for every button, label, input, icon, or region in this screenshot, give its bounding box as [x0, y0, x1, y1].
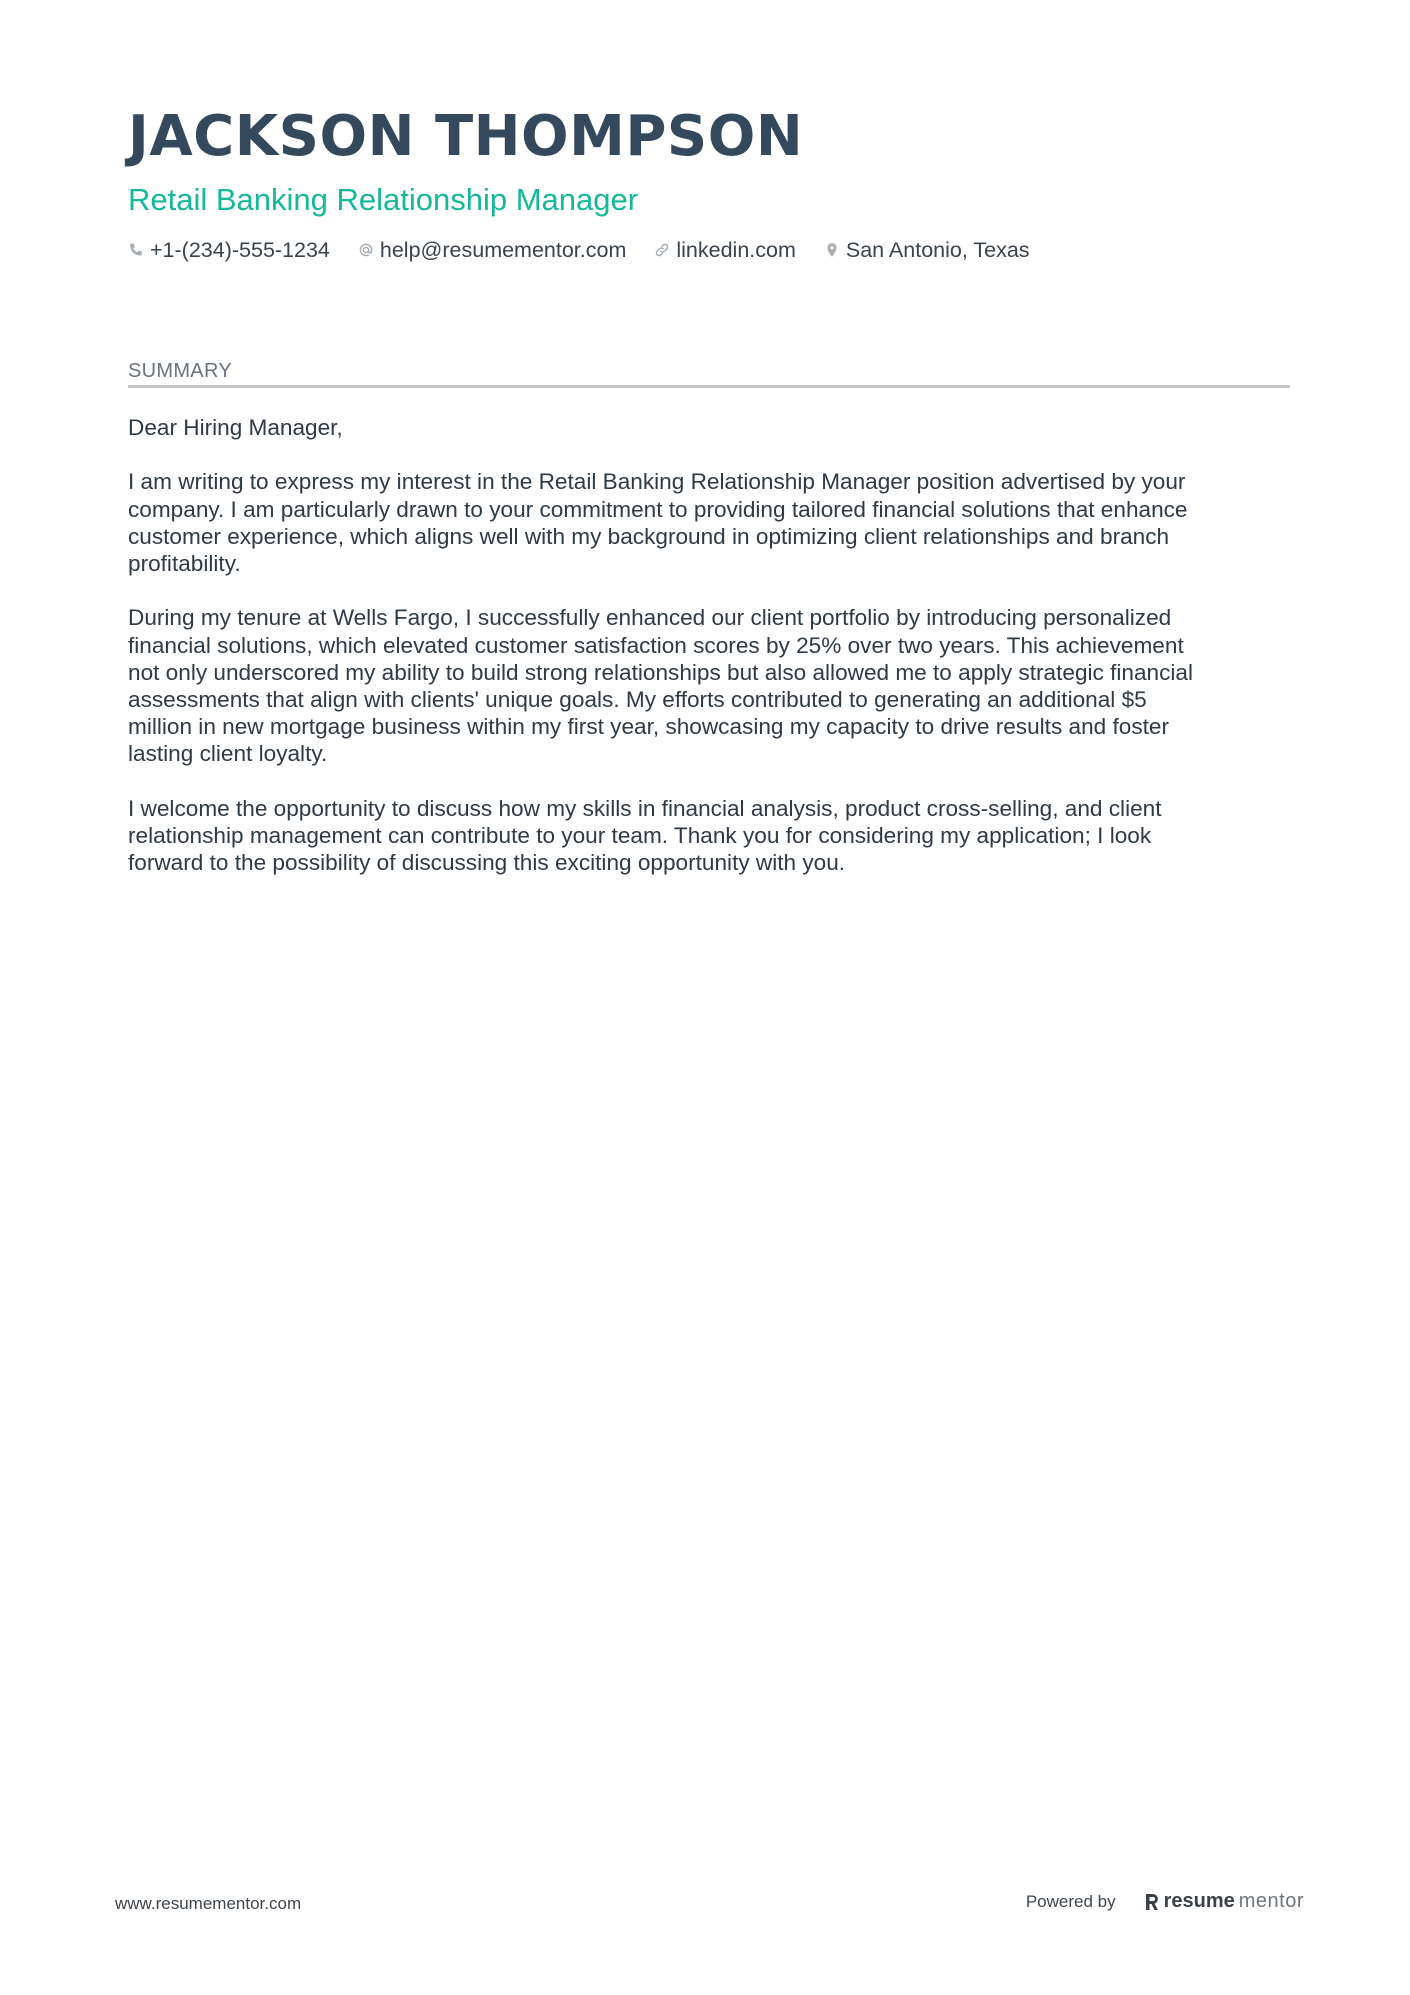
resume-header — [128, 104, 1288, 263]
link-icon — [654, 242, 670, 258]
summary-heading-label: SUMMARY — [128, 360, 232, 382]
brand-text-bold: resume — [1163, 1890, 1235, 1912]
location-text: San Antonio, Texas — [845, 237, 1030, 262]
salutation: Dear Hiring Manager, — [128, 415, 343, 440]
contact-bar — [128, 238, 1288, 263]
location-pin-icon — [824, 242, 840, 258]
contact-phone — [128, 238, 330, 263]
footer-branding — [1026, 1890, 1304, 1913]
paragraph-2: During my tenure at Wells Fargo, I successfully enhanced our client portfolio by introducing personalized financial solutions, which elevated customer satisfaction scores by 25% over two years. This achievement not only underscored my ability to build strong relationships but also allowed me to apply strategic financial assessments that align with clients' unique goals. My efforts contributed to generating an additional $5 million in new mortgage business within my first year, showcasing my capacity to drive results and foster lasting client loyalty. — [128, 605, 1193, 767]
phone-icon — [128, 242, 144, 258]
powered-by-label: Powered by — [1025, 1891, 1116, 1911]
linkedin-link[interactable]: linkedin.com — [676, 237, 796, 262]
contact-location — [824, 238, 1030, 263]
contact-email — [358, 238, 626, 263]
contact-linkedin — [654, 238, 796, 263]
candidate-name: JACKSON THOMPSON — [128, 104, 804, 169]
footer-website[interactable]: www.resumementor.com — [115, 1894, 302, 1913]
job-title: Retail Banking Relationship Manager — [128, 181, 639, 217]
paragraph-3: I welcome the opportunity to discuss how my skills in financial analysis, product cross-selling, and client relationship management can contribute to your team. Thank you for considering my application; I look forward to the possibility of discussing this exciting opportunity with you. — [128, 795, 1162, 876]
resumementor-logo — [1144, 1890, 1304, 1913]
at-icon — [358, 242, 374, 258]
resumementor-logo-icon — [1144, 1892, 1160, 1912]
brand-text-light: mentor — [1238, 1890, 1304, 1912]
cover-letter-body — [128, 414, 1308, 904]
phone-number: +1-(234)-555-1234 — [150, 237, 330, 262]
summary-section-heading — [128, 360, 1290, 388]
paragraph-1: I am writing to express my interest in the Retail Banking Relationship Manager position advertised by your company. I am particularly drawn to your commitment to providing tailored financial solutions that enhance customer experience, which aligns well with my background in optimizing client relationships and branch profitability. — [128, 469, 1188, 576]
email-address[interactable]: help@resumementor.com — [379, 237, 627, 262]
